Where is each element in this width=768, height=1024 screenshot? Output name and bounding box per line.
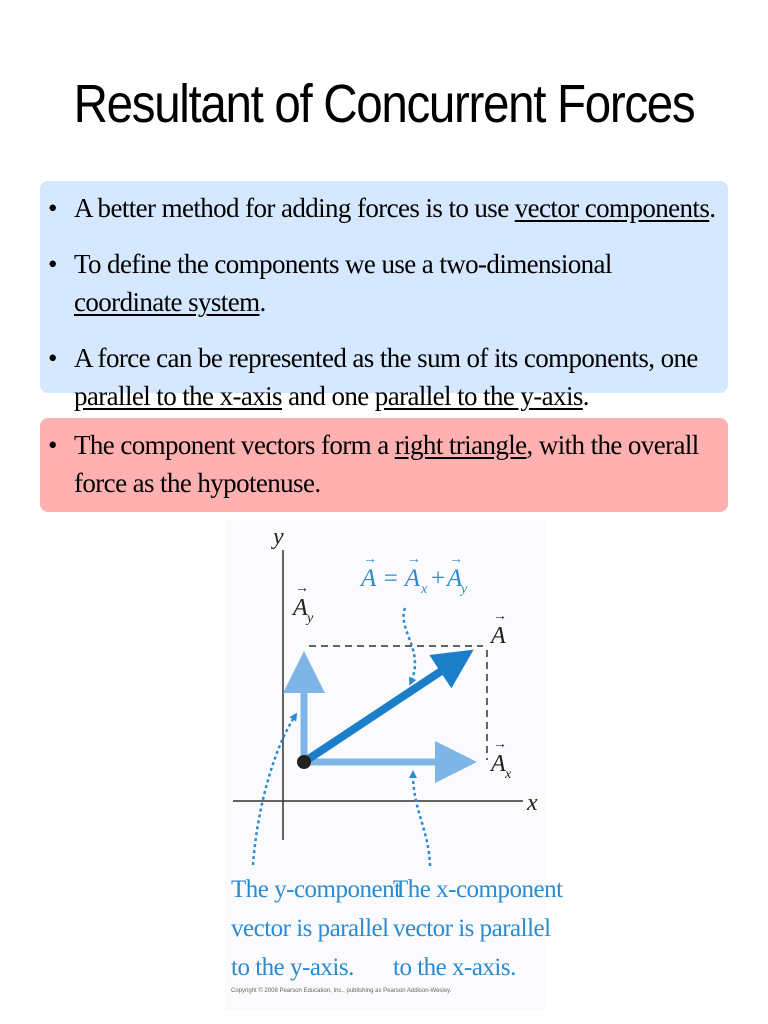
page-title: Resultant of Concurrent Forces bbox=[73, 74, 695, 134]
svg-text:A: A bbox=[491, 623, 506, 649]
bullet-item: • A better method for adding forces is to use vector components. bbox=[40, 189, 718, 227]
copyright-note: Copyright © 2008 Pearson Education, Inc., publishing as Pearson Addison-Wesley. bbox=[231, 988, 452, 994]
info-box-blue bbox=[40, 181, 728, 411]
y-axis-label: y bbox=[273, 524, 284, 550]
term-coordinate-system: coordinate system bbox=[74, 287, 260, 317]
info-box-red bbox=[40, 418, 728, 512]
svg-text:→: → bbox=[295, 581, 309, 596]
svg-text:A = A: A = A bbox=[361, 565, 421, 592]
term-parallel-y: parallel to the y-axis bbox=[374, 381, 583, 411]
svg-text:→: → bbox=[407, 552, 421, 567]
svg-text:+: + bbox=[431, 565, 446, 592]
svg-text:x: x bbox=[421, 582, 428, 597]
caption-y-component: The y-component vector is parallel to the y-axis. bbox=[231, 876, 401, 981]
svg-text:y: y bbox=[461, 582, 468, 597]
origin-point bbox=[297, 755, 311, 769]
bullet-item: • To define the components we use a two-dimensional coordinate system. bbox=[40, 245, 718, 321]
svg-text:x: x bbox=[505, 767, 512, 782]
term-right-triangle: right triangle bbox=[394, 430, 527, 460]
vector-diagram bbox=[225, 520, 563, 1010]
svg-text:A: A bbox=[491, 751, 506, 777]
bullet-item: • The component vectors form a right triangle, with the overall force as the hypotenuse. bbox=[40, 426, 718, 502]
svg-text:→: → bbox=[493, 609, 507, 624]
term-parallel-x: parallel to the x-axis bbox=[74, 381, 282, 411]
svg-text:→: → bbox=[363, 552, 377, 567]
x-axis-label: x bbox=[527, 790, 538, 816]
bullet-item: • A force can be represented as the sum of its components, one parallel to the x-axis and one parallel to the y-axis. bbox=[40, 339, 718, 415]
svg-text:A: A bbox=[447, 565, 463, 592]
svg-text:y: y bbox=[307, 611, 314, 626]
svg-text:A: A bbox=[293, 595, 308, 621]
svg-text:→: → bbox=[493, 737, 507, 752]
caption-x-component: The x-component vector is parallel to the x-axis. bbox=[393, 876, 563, 981]
term-vector-components: vector components bbox=[514, 193, 710, 223]
equation bbox=[359, 552, 468, 597]
svg-text:→: → bbox=[449, 552, 463, 567]
